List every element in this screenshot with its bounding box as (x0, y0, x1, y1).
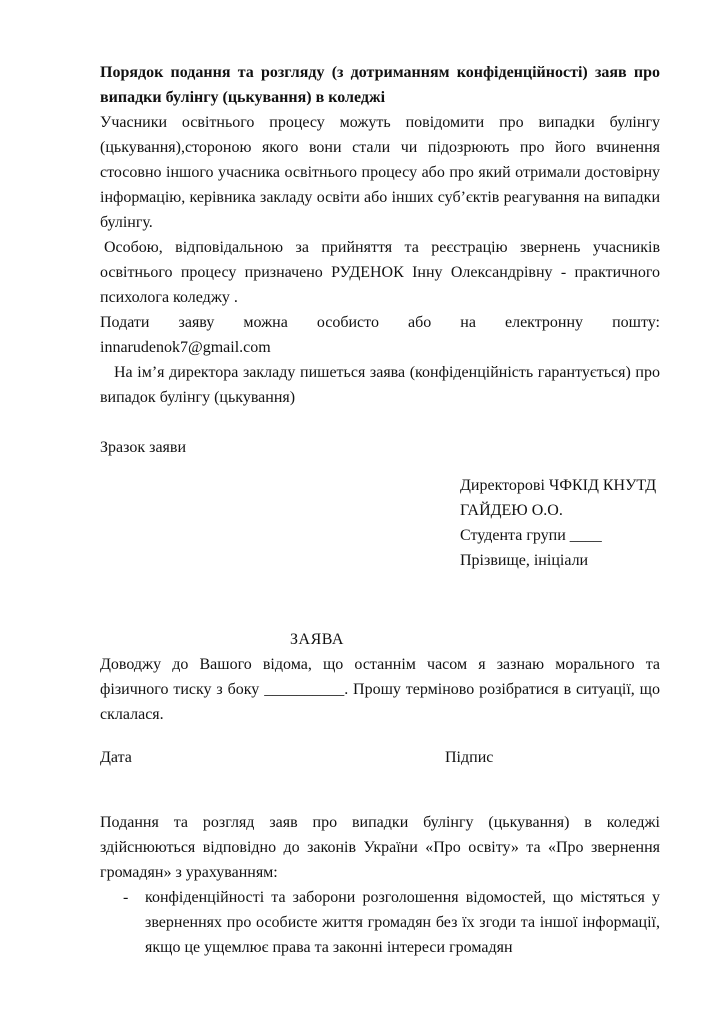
review-procedure-paragraph: Подання та розгляд заяв про випадки булінгу (цькування) в коледжі здійснюються відповідно до законів України «Про освіту» та «Про звернення громадян» з урахуванням: (100, 814, 660, 881)
bullet-dash-marker: - (123, 889, 129, 906)
sample-application-label: Зразок заяви (100, 439, 187, 456)
director-statement-paragraph: На ім’я директора закладу пишеться заява (конфіденційність гарантується) про випадок булінгу (цькування) (100, 364, 660, 406)
responsible-person-paragraph: Особою, відповідальною за прийняття та реєстрацію звернень учасників освітнього процесу призначено РУДЕНОК Інну Олександрівну - практичного психолога коледжу . (100, 239, 660, 306)
statement-body-before-blank: Доводжу до Вашого відома, що останнім часом я зазнаю морального та фізичного тиску з боку (100, 656, 660, 698)
date-label: Дата (100, 749, 132, 766)
document-content (100, 60, 660, 960)
addressee-name-line: ГАЙДЕЮ О.О. (460, 502, 563, 519)
statement-body (100, 652, 660, 727)
addressee-student-group-line: Студента групи ____ (460, 527, 602, 544)
intro-paragraph: Учасники освітнього процесу можуть повідомити про випадки булінгу (цькування),стороною якого вони стали чи підозрюють про його вчинення стосовно іншого учасника освітнього процесу або про який отримали достовірну інформацію, керівника закладу освіти або інших суб’єктів реагування на випадки булінгу. (100, 114, 660, 231)
submission-method-line: Подати заяву можна особисто або на електронну пошту: (100, 314, 660, 331)
document-title: Порядок подання та розгляду (з дотриманням конфіденційності) заяв про випадки булінгу (цькування) в коледжі (100, 64, 660, 106)
contact-email: innarudenok7@gmail.com (100, 339, 271, 356)
statement-heading: ЗАЯВА (290, 631, 344, 648)
addressee-block (460, 473, 660, 573)
date-signature-row (100, 745, 660, 770)
submission-paragraph (100, 310, 660, 360)
statement-body-after-blank: . Прошу терміново розібратися в ситуації, що склалася. (100, 681, 661, 723)
statement-blank-line: __________ (264, 681, 345, 698)
confidentiality-bullet (100, 885, 660, 960)
addressee-surname-line: Прізвище, ініціали (460, 552, 589, 569)
addressee-director-line: Директорові ЧФКІД КНУТД (460, 477, 657, 494)
confidentiality-bullet-text: конфіденційності та заборони розголошення відомостей, що містяться у зверненнях про особисте життя громадян без їх згоди та іншої інформації, якщо це ущемлює права та законні інтереси громадян (145, 889, 660, 956)
signature-label: Підпис (445, 749, 494, 766)
